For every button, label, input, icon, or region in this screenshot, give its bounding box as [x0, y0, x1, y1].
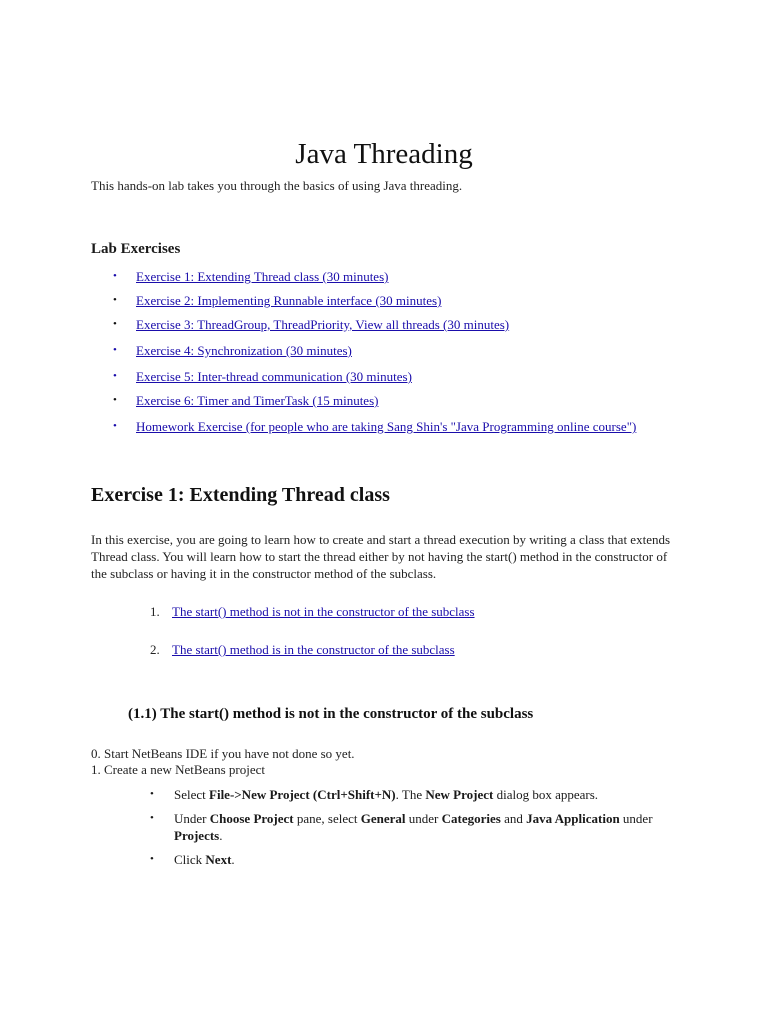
subsection-1-1-heading: (1.1) The start() method is not in the constructor of the subclass [128, 706, 534, 722]
label-projects: Projects [174, 828, 220, 843]
bullet-icon: • [113, 270, 117, 282]
list-item [110, 392, 690, 409]
text: and [500, 811, 527, 826]
step-0-text: 0. Start NetBeans IDE if you have not done so yet. [91, 746, 355, 761]
toc-link-homework[interactable]: Homework Exercise (for people who are taking Sang Shin's "Java Programming online course") [136, 419, 637, 434]
list-item [110, 342, 690, 359]
toc-link-exercise-1[interactable]: Exercise 1: Extending Thread class (30 minutes) [136, 269, 389, 284]
step-1-text: 1. Create a new NetBeans project [91, 762, 265, 777]
text: Under [174, 811, 210, 826]
list-item [110, 368, 690, 385]
menu-path: File->New Project (Ctrl+Shift+N) [209, 787, 396, 802]
exercise-1-description: In this exercise, you are going to learn how to create and start a thread execution by writing a class that extends Thread class. You will learn how to start the thread either by not having the start() method in the constructor of the subclass or having it in the constructor method of the subclass. [91, 532, 671, 581]
text: pane, select [293, 811, 361, 826]
list-item [150, 641, 690, 658]
bullet-icon: • [150, 788, 154, 800]
lab-exercises-list [110, 268, 690, 435]
toc-link-exercise-6[interactable]: Exercise 6: Timer and TimerTask (15 minutes) [136, 393, 379, 408]
link-start-not-in-constructor[interactable]: The start() method is not in the constructor of the subclass [172, 604, 475, 619]
list-item [110, 418, 690, 435]
text: Select [174, 787, 210, 802]
text: . The [395, 787, 426, 802]
bullet-icon: • [113, 318, 117, 330]
exercise-1-steps-list [150, 603, 690, 620]
link-start-in-constructor[interactable]: The start() method is in the constructor of the subclass [172, 642, 455, 657]
bullet-icon: • [150, 812, 154, 824]
list-item [110, 268, 690, 285]
list-item [110, 316, 690, 333]
bullet-icon: • [113, 294, 117, 306]
step-1-bullets [150, 786, 670, 868]
pane-name: Choose Project [209, 811, 294, 826]
toc-link-exercise-3[interactable]: Exercise 3: ThreadGroup, ThreadPriority, View all threads (30 minutes) [136, 317, 510, 332]
bullet-icon: • [113, 370, 117, 382]
list-item [150, 851, 670, 868]
bullet-icon: • [113, 344, 117, 356]
list-item [150, 810, 670, 844]
button-name: Next [205, 852, 232, 867]
toc-link-exercise-5[interactable]: Exercise 5: Inter-thread communication (30 minutes) [136, 369, 412, 384]
label-categories: Categories [441, 811, 501, 826]
text: Click [174, 852, 206, 867]
text: under [619, 811, 653, 826]
exercise-1-heading: Exercise 1: Extending Thread class [91, 484, 390, 506]
dialog-name: New Project [425, 787, 494, 802]
page-title: Java Threading [295, 138, 473, 170]
list-item [150, 603, 690, 620]
bullet-icon: • [113, 394, 117, 406]
text: . [219, 828, 223, 843]
text: under [405, 811, 442, 826]
list-number: 2. [150, 642, 160, 657]
bullet-icon: • [150, 853, 154, 865]
toc-link-exercise-4[interactable]: Exercise 4: Synchronization (30 minutes) [136, 343, 352, 358]
category-name: General [360, 811, 406, 826]
intro-text: This hands-on lab takes you through the basics of using Java threading. [91, 178, 463, 193]
list-number: 1. [150, 604, 160, 619]
exercise-1-steps-list-2 [150, 641, 690, 658]
text: dialog box appears. [493, 787, 599, 802]
lab-exercises-heading: Lab Exercises [91, 241, 181, 257]
list-item [110, 292, 690, 309]
toc-link-exercise-2[interactable]: Exercise 2: Implementing Runnable interface (30 minutes) [136, 293, 442, 308]
bullet-icon: • [113, 420, 117, 432]
list-item [150, 786, 670, 803]
project-type: Java Application [526, 811, 620, 826]
text: . [231, 852, 235, 867]
